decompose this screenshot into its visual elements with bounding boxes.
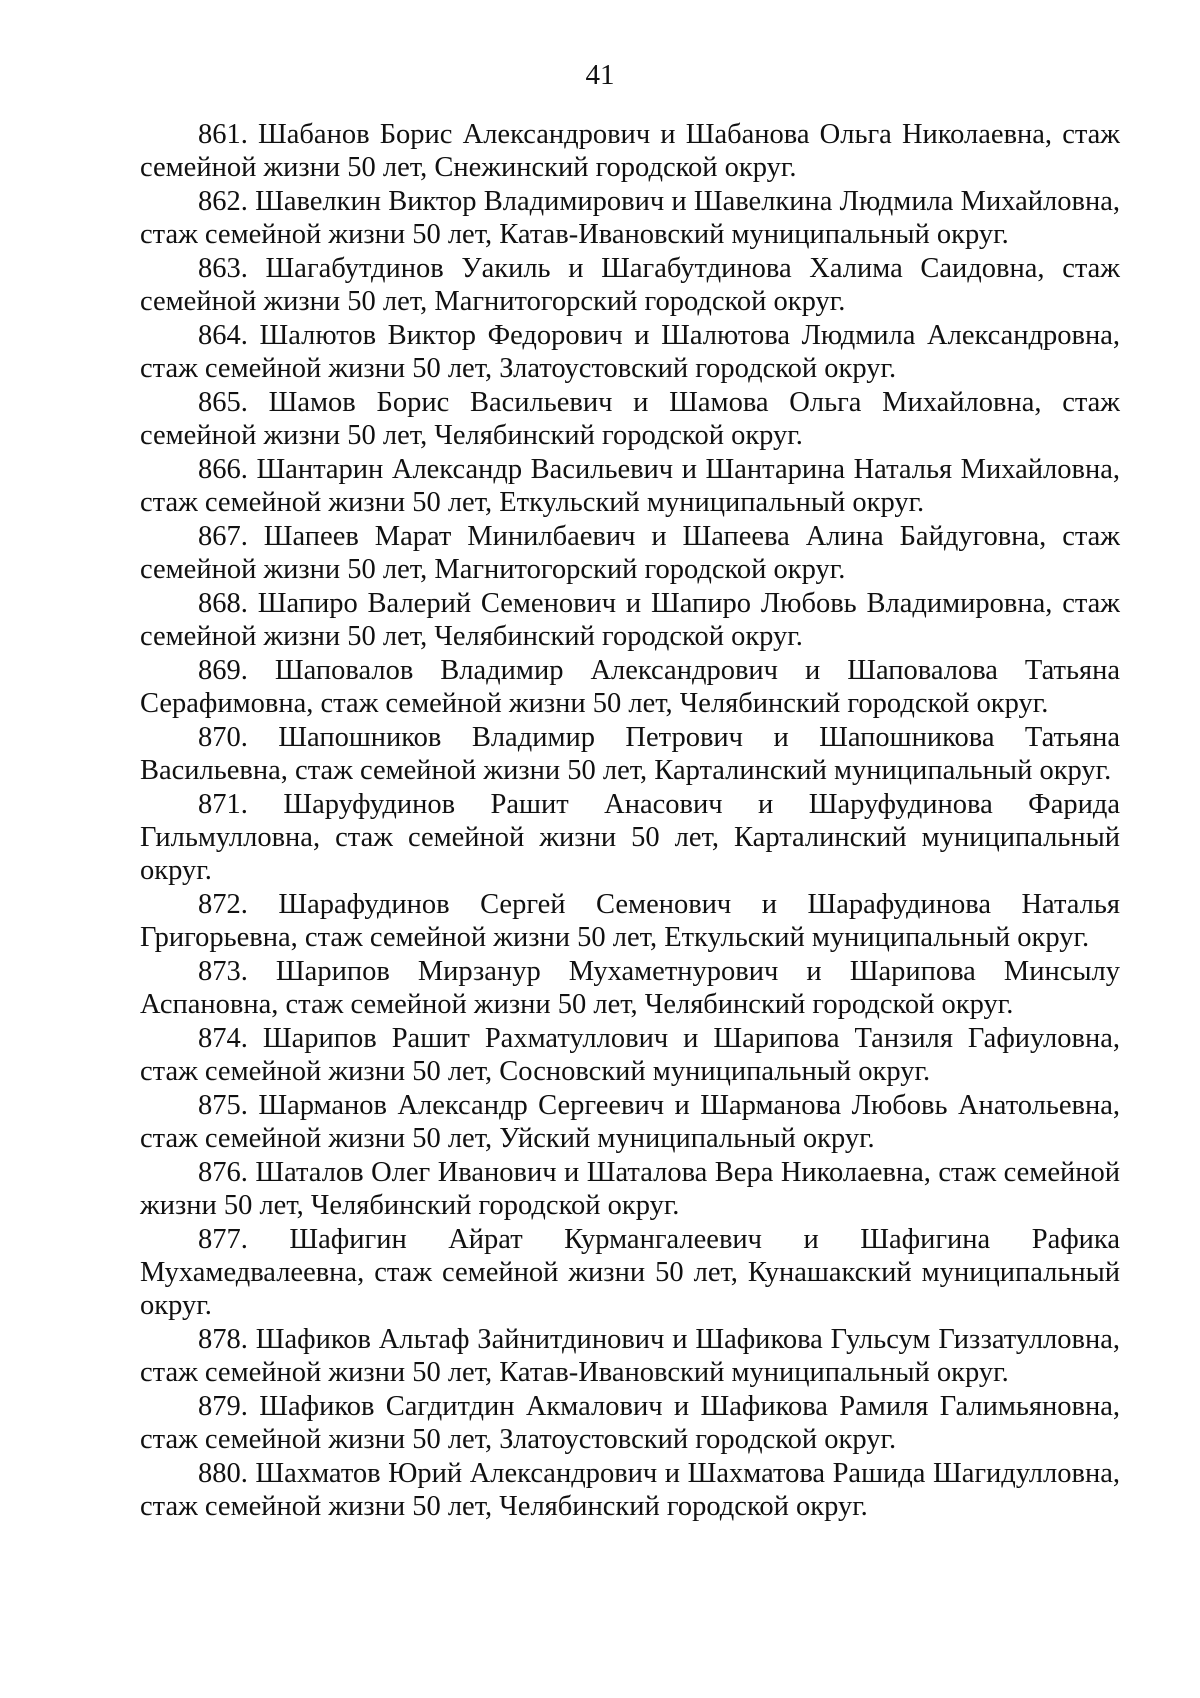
- list-item: 870. Шапошников Владимир Петрович и Шапошникова Татьяна Васильевна, стаж семейной жизни 50 лет, Карталинский муниципальный округ.: [140, 722, 1120, 786]
- list-item: 878. Шафиков Альтаф Зайнитдинович и Шафикова Гульсум Гиззатулловна, стаж семейной жизни 50 лет, Катав-Ивановский муниципальный округ.: [140, 1324, 1120, 1388]
- list-item: 880. Шахматов Юрий Александрович и Шахматова Рашида Шагидулловна, стаж семейной жизни 50 лет, Челябинский городской округ.: [140, 1458, 1120, 1522]
- list-item: 866. Шантарин Александр Васильевич и Шантарина Наталья Михайловна, стаж семейной жизни 50 лет, Еткульский муниципальный округ.: [140, 454, 1120, 518]
- list-item: 876. Шаталов Олег Иванович и Шаталова Вера Николаевна, стаж семейной жизни 50 лет, Челябинский городской округ.: [140, 1157, 1120, 1221]
- page-number: 41: [585, 59, 615, 91]
- list-item: 865. Шамов Борис Васильевич и Шамова Ольга Михайловна, стаж семейной жизни 50 лет, Челябинский городской округ.: [140, 387, 1120, 451]
- list-item: 868. Шапиро Валерий Семенович и Шапиро Любовь Владимировна, стаж семейной жизни 50 лет, Челябинский городской округ.: [140, 588, 1120, 652]
- list-item: 871. Шаруфудинов Рашит Анасович и Шаруфудинова Фарида Гильмулловна, стаж семейной жизни 50 лет, Карталинский муниципальный округ.: [140, 789, 1120, 886]
- list-item: 874. Шарипов Рашит Рахматуллович и Шарипова Танзиля Гафиуловна, стаж семейной жизни 50 лет, Сосновский муниципальный округ.: [140, 1023, 1120, 1087]
- list-item: 873. Шарипов Мирзанур Мухаметнурович и Шарипова Минсылу Аспановна, стаж семейной жизни 50 лет, Челябинский городской округ.: [140, 956, 1120, 1020]
- list-item: 864. Шалютов Виктор Федорович и Шалютова Людмила Александровна, стаж семейной жизни 50 лет, Златоустовский городской округ.: [140, 320, 1120, 384]
- list-item: 861. Шабанов Борис Александрович и Шабанова Ольга Николаевна, стаж семейной жизни 50 лет, Снежинский городской округ.: [140, 119, 1120, 183]
- list-item: 869. Шаповалов Владимир Александрович и Шаповалова Татьяна Серафимовна, стаж семейной жизни 50 лет, Челябинский городской округ.: [140, 655, 1120, 719]
- list-item: 872. Шарафудинов Сергей Семенович и Шарафудинова Наталья Григорьевна, стаж семейной жизни 50 лет, Еткульский муниципальный округ.: [140, 889, 1120, 953]
- list-item: 877. Шафигин Айрат Курмангалеевич и Шафигина Рафика Мухамедвалеевна, стаж семейной жизни 50 лет, Кунашакский муниципальный округ.: [140, 1224, 1120, 1321]
- list-item: 875. Шарманов Александр Сергеевич и Шарманова Любовь Анатольевна, стаж семейной жизни 50 лет, Уйский муниципальный округ.: [140, 1090, 1120, 1154]
- list-item: 867. Шапеев Марат Минилбаевич и Шапеева Алина Байдуговна, стаж семейной жизни 50 лет, Магнитогорский городской округ.: [140, 521, 1120, 585]
- list-item: 879. Шафиков Сагдитдин Акмалович и Шафикова Рамиля Галимьяновна, стаж семейной жизни 50 лет, Златоустовский городской округ.: [140, 1391, 1120, 1455]
- list-item: 862. Шавелкин Виктор Владимирович и Шавелкина Людмила Михайловна, стаж семейной жизни 50 лет, Катав-Ивановский муниципальный округ.: [140, 186, 1120, 250]
- list-item: 863. Шагабутдинов Уакиль и Шагабутдинова Халима Саидовна, стаж семейной жизни 50 лет, Магнитогорский городской округ.: [140, 253, 1120, 317]
- entry-list: [140, 118, 1120, 1524]
